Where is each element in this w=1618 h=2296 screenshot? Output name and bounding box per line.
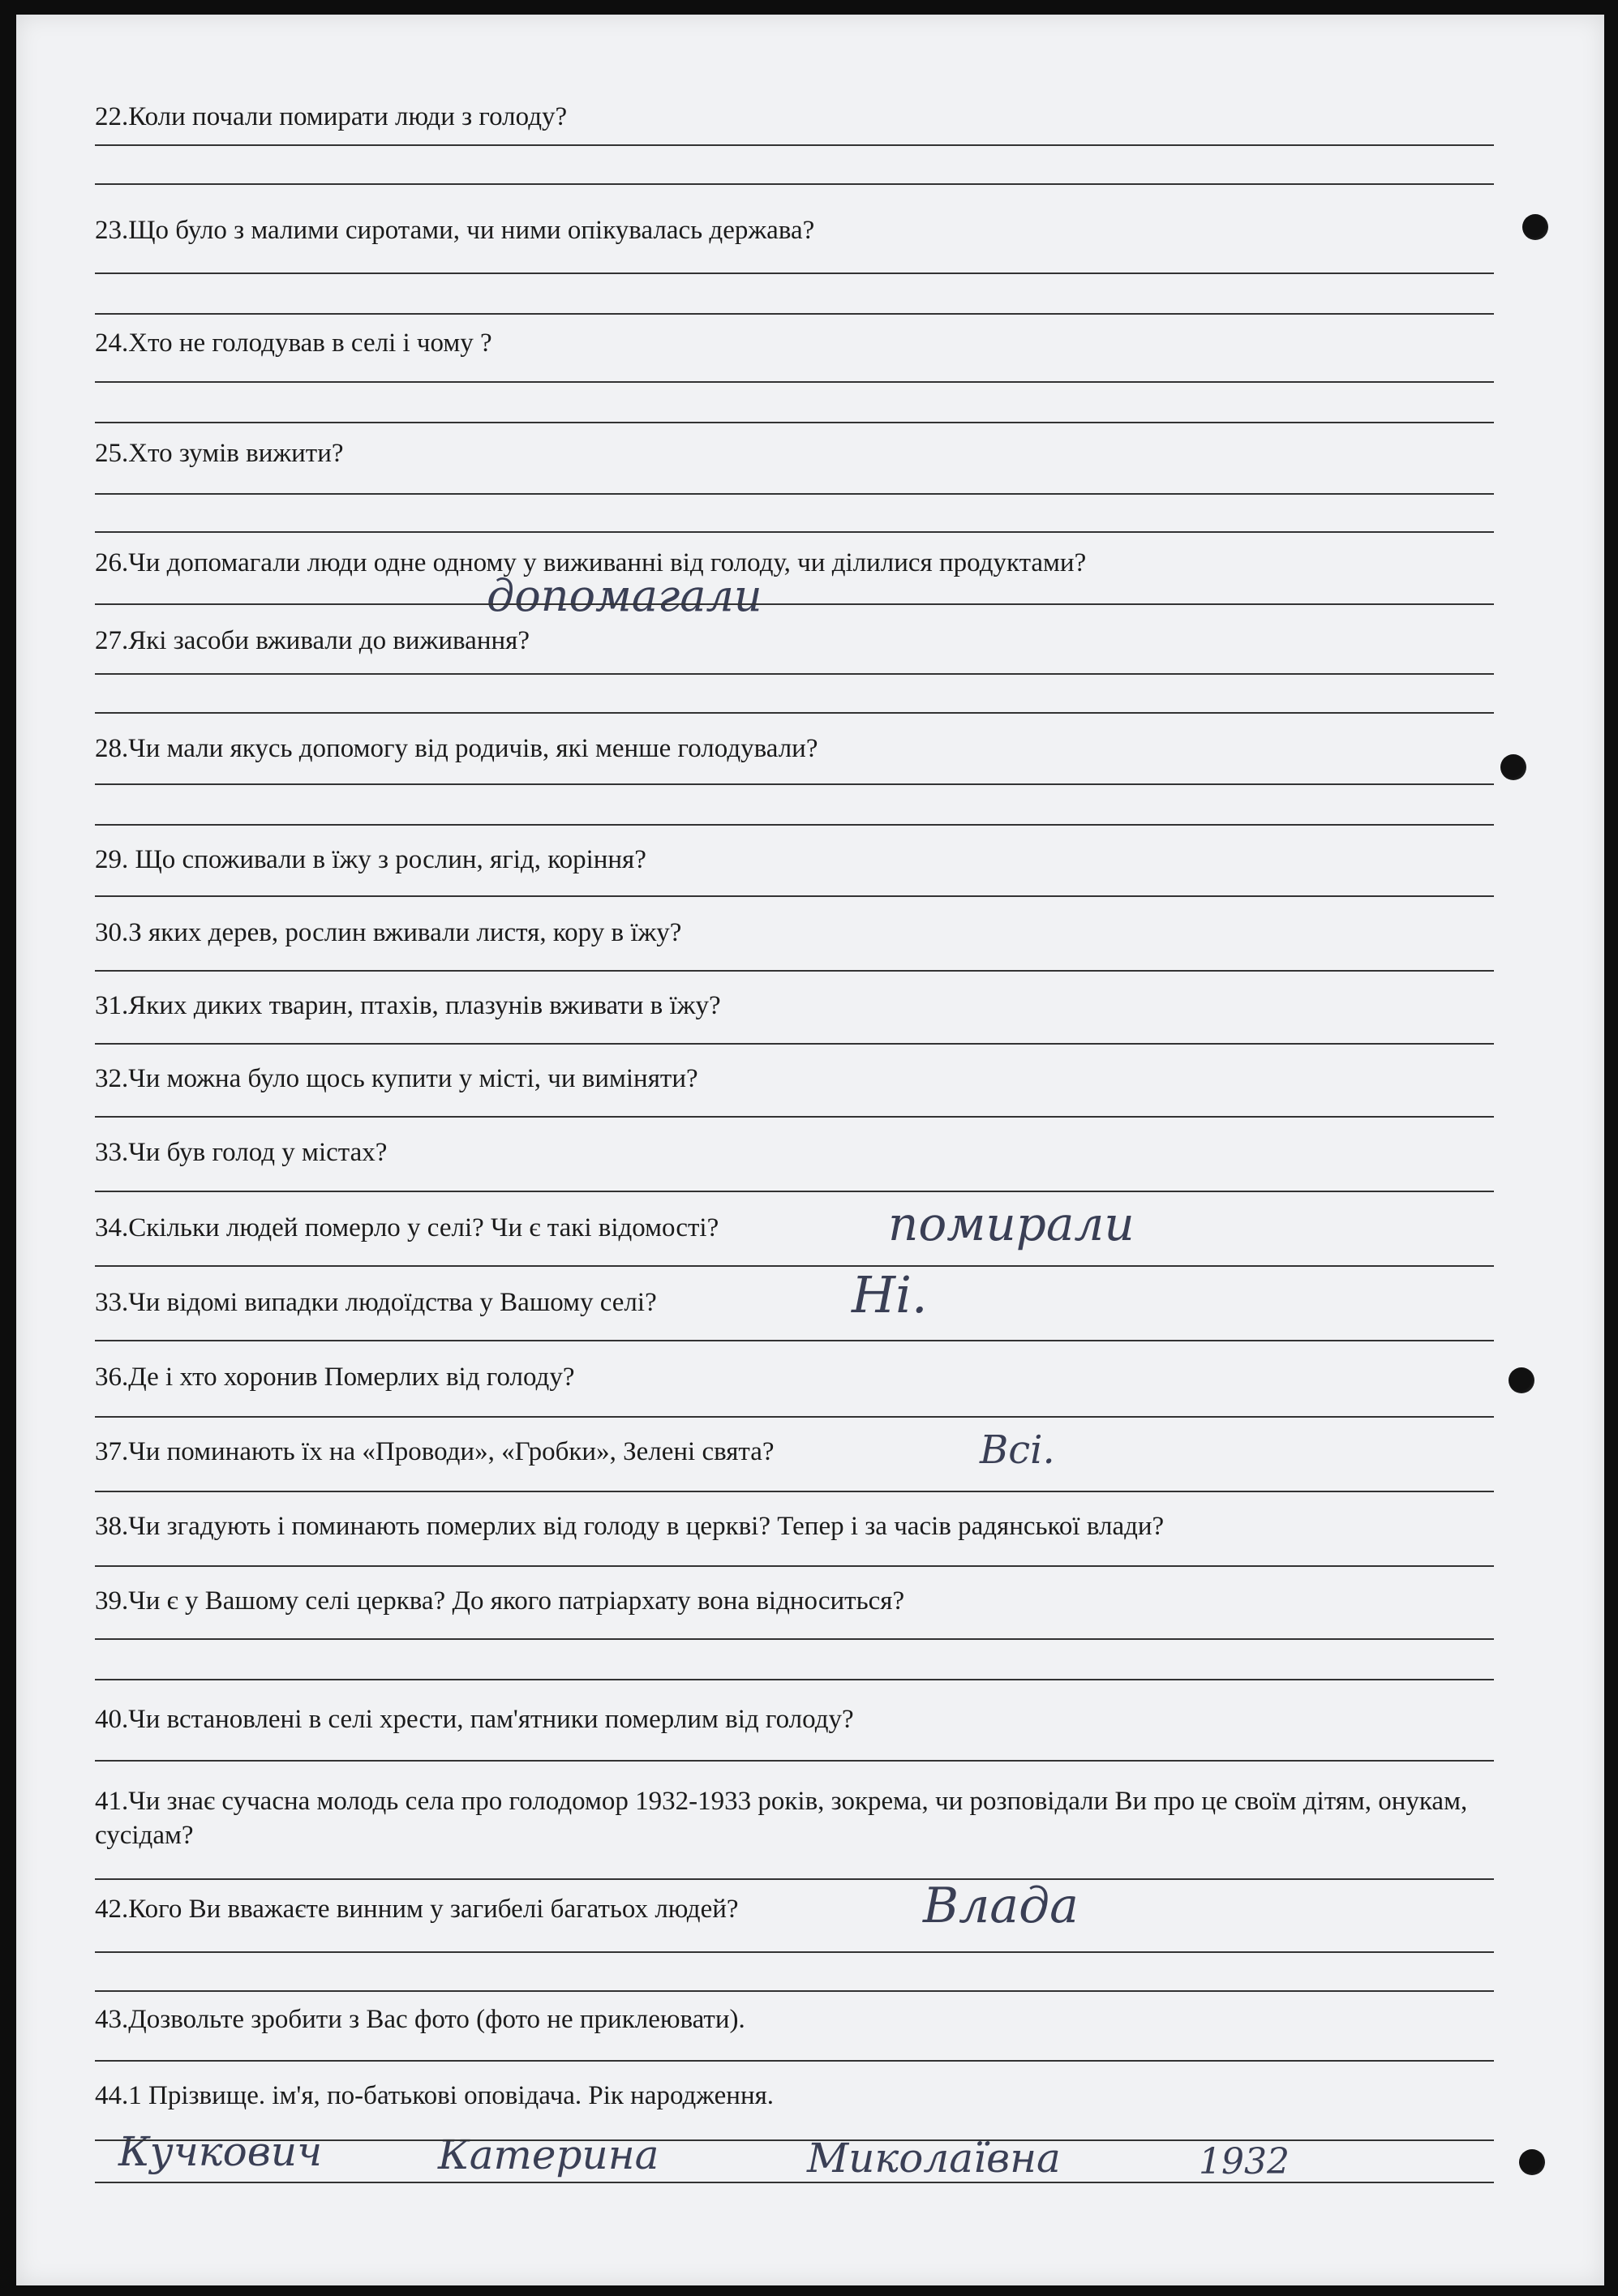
answer-44-name-handwriting: Катерина: [438, 2131, 659, 2178]
answer-line: [95, 493, 1494, 495]
question-41: 41.Чи знає сучасна молодь села про голодомор 1932-1933 років, зокрема, чи розповідали Ви про це своїм дітям, онукам, сусідам?: [95, 1787, 1468, 1850]
question-24: 24.Хто не голодував в селі і чому ?: [95, 328, 492, 358]
answer-line: [95, 422, 1494, 423]
answer-line: [95, 2060, 1494, 2062]
question-22: 22.Коли почали помирати люди з голоду?: [95, 102, 568, 131]
punch-hole: [1522, 214, 1548, 240]
question-36: 36.Де і хто хоронив Померлих від голоду?: [95, 1363, 575, 1392]
answer-line: [95, 1491, 1494, 1492]
question-38: 38.Чи згадують і поминають померлих від голоду в церкві? Тепер і за часів радянської влади?: [95, 1512, 1165, 1541]
answer-line: [95, 1416, 1494, 1418]
answer-line: [95, 824, 1494, 826]
question-43: 43.Дозвольте зробити з Вас фото (фото не приклеювати).: [95, 2005, 745, 2034]
punch-hole: [1519, 2149, 1545, 2175]
answer-44-patronymic-handwriting: Миколаївна: [807, 2135, 1061, 2182]
answer-line: [95, 381, 1494, 383]
answer-line: [95, 183, 1494, 185]
question-35: 33.Чи відомі випадки людоїдства у Вашому селі?: [95, 1288, 657, 1317]
question-37: 37.Чи поминають їх на «Проводи», «Гробки», Зелені свята?: [95, 1437, 775, 1466]
question-32: 32.Чи можна було щось купити у місті, чи виміняти?: [95, 1064, 698, 1093]
answer-37-handwriting: Всі.: [980, 1427, 1055, 1473]
question-29: 29. Що споживали в їжу з рослин, ягід, коріння?: [95, 845, 646, 874]
answer-line: [95, 895, 1494, 897]
question-26: 26.Чи допомагали люди одне одному у виживанні від голоду, чи ділилися продуктами?: [95, 548, 1087, 577]
answer-line: [95, 603, 1494, 605]
answer-line: [95, 1951, 1494, 1953]
answer-44-year-handwriting: 1932: [1199, 2141, 1290, 2182]
punch-hole: [1509, 1367, 1534, 1393]
answer-line: [95, 1760, 1494, 1762]
answer-line: [95, 1265, 1494, 1267]
questionnaire-page: [16, 15, 1604, 2285]
answer-line: [95, 1878, 1494, 1880]
question-27: 27.Які засоби вживали до виживання?: [95, 626, 530, 655]
question-39: 39.Чи є у Вашому селі церква? До якого патріархату вона відноситься?: [95, 1586, 905, 1616]
answer-42-handwriting: Влада: [923, 1878, 1079, 1934]
answer-line: [95, 673, 1494, 675]
question-33: 33.Чи був голод у містах?: [95, 1138, 388, 1167]
answer-line: [95, 313, 1494, 315]
question-30: 30.З яких дерев, рослин вживали листя, кору в їжу?: [95, 918, 682, 947]
punch-hole: [1500, 754, 1526, 780]
answer-line: [95, 1191, 1494, 1192]
answer-line: [95, 1990, 1494, 1992]
answer-35-handwriting: Ні.: [852, 1265, 928, 1324]
answer-line: [95, 1638, 1494, 1640]
answer-line: [95, 2139, 1494, 2141]
question-25: 25.Хто зумів вижити?: [95, 439, 344, 468]
question-44: 44.1 Прізвище. ім'я, по-батькові оповідача. Рік народження.: [95, 2081, 775, 2110]
answer-line: [95, 1116, 1494, 1118]
answer-line: [95, 1340, 1494, 1341]
question-34: 34.Скільки людей померло у селі? Чи є такі відомості?: [95, 1213, 719, 1242]
answer-line: [95, 970, 1494, 972]
answer-line: [95, 1043, 1494, 1045]
answer-line: [95, 2182, 1494, 2183]
question-40: 40.Чи встановлені в селі хрести, пам'ятники померлим від голоду?: [95, 1705, 854, 1734]
answer-line: [95, 1679, 1494, 1680]
question-31: 31.Яких диких тварин, птахів, плазунів вживати в їжу?: [95, 991, 721, 1020]
answer-line: [95, 531, 1494, 533]
answer-line: [95, 144, 1494, 146]
answer-line: [95, 712, 1494, 714]
answer-line: [95, 273, 1494, 274]
answer-34-handwriting: помирали: [888, 1196, 1135, 1251]
question-23: 23.Що було з малими сиротами, чи ними опікувалась держава?: [95, 216, 815, 245]
answer-44-surname-handwriting: Кучкович: [118, 2128, 323, 2175]
answer-line: [95, 783, 1494, 785]
answer-line: [95, 1565, 1494, 1567]
answer-26-handwriting: допомагали: [487, 570, 762, 621]
question-42: 42.Кого Ви вважаєте винним у загибелі багатьох людей?: [95, 1895, 739, 1924]
question-28: 28.Чи мали якусь допомогу від родичів, які менше голодували?: [95, 734, 818, 763]
